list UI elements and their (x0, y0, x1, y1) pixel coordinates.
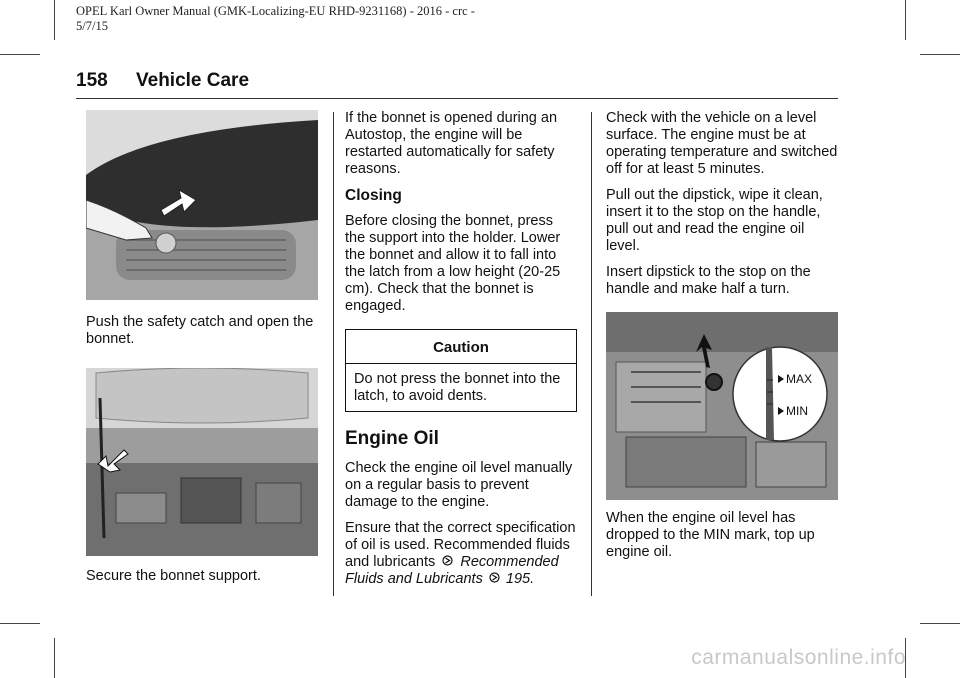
xref-page[interactable]: 195. (505, 571, 535, 587)
dipstick-max-label: MAX (786, 372, 813, 386)
crop-mark (920, 54, 960, 55)
bonnet-release-illustration (86, 110, 318, 300)
arrow-reference-icon (442, 555, 453, 566)
arrow-reference-icon (489, 572, 500, 583)
top-up-paragraph: When the engine oil level has dropped to the MIN mark, top up engine oil. (606, 510, 815, 560)
caution-box (345, 329, 577, 412)
engine-oil-heading: Engine Oil (345, 428, 439, 449)
watermark: carmanualsonline.info (691, 646, 906, 669)
column-2 (345, 110, 577, 597)
column-3 (606, 110, 838, 570)
column-divider (591, 112, 592, 596)
crop-mark (54, 638, 55, 678)
header-rule (76, 98, 838, 99)
oil-spec-text: Ensure that the correct specification of oil is used. Recommended fluids and lubricants (345, 520, 576, 570)
crop-mark (54, 0, 55, 40)
caption-secure-support: Secure the bonnet support. (86, 568, 261, 584)
meta-line-1: OPEL Karl Owner Manual (GMK-Localizing-EU RHD-9231168) - 2016 - crc - (76, 4, 475, 18)
column-divider (333, 112, 334, 596)
crop-mark (905, 0, 906, 40)
dipstick-min-label: MIN (786, 404, 808, 418)
caution-title: Caution (346, 330, 576, 364)
autostop-paragraph: If the bonnet is opened during an Autostop, the engine will be restarted automatically for safety reasons. (345, 110, 558, 177)
page-number: 158 (76, 70, 108, 91)
xref-link[interactable]: Recommended Fluids and Lubricants (345, 554, 559, 587)
column-1 (86, 110, 318, 594)
oil-spec-paragraph (345, 520, 577, 588)
document-meta (76, 4, 475, 34)
bonnet-support-illustration (86, 368, 318, 556)
crop-mark (0, 54, 40, 55)
dipstick-insert-paragraph: Insert dipstick to the stop on the handle and make half a turn. (606, 264, 811, 297)
meta-line-2: 5/7/15 (76, 19, 108, 33)
closing-paragraph: Before closing the bonnet, press the support into the holder. Lower the bonnet and allow it to fall into the latch from a low height (20-25 cm). Check that the bonnet is engaged. (345, 213, 561, 314)
oil-check-paragraph: Check the engine oil level manually on a regular basis to prevent damage to the engine. (345, 460, 573, 510)
section-title: Vehicle Care (136, 70, 250, 91)
level-check-paragraph: Check with the vehicle on a level surface. The engine must be at operating temperature and switched off for at least 5 minutes. (606, 110, 838, 177)
caption-open-bonnet: Push the safety catch and open the bonnet. (86, 314, 314, 347)
dipstick-pull-paragraph: Pull out the dipstick, wipe it clean, insert it to the stop on the handle, pull out and read the engine oil level. (606, 187, 823, 254)
crop-mark (920, 623, 960, 624)
engine-dipstick-illustration (606, 312, 838, 500)
closing-heading: Closing (345, 187, 402, 204)
caution-text: Do not press the bonnet into the latch, to avoid dents. (354, 371, 561, 404)
crop-mark (0, 623, 40, 624)
page-header (76, 70, 834, 92)
